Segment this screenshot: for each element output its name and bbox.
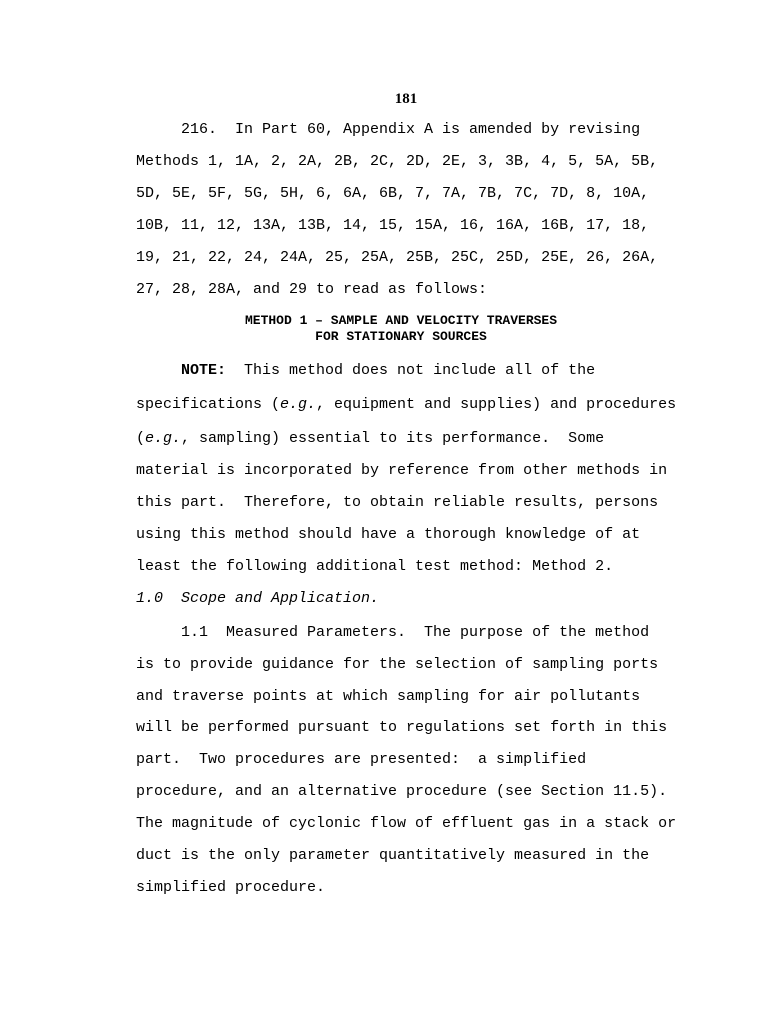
method-heading-line-2: FOR STATIONARY SOURCES: [315, 329, 487, 344]
section-line: will be performed pursuant to regulations set forth in this: [136, 719, 668, 736]
section-line: is to provide guidance for the selection of sampling ports: [136, 656, 659, 673]
section-heading: 1.0 Scope and Application.: [136, 590, 380, 607]
intro-line: 5D, 5E, 5F, 5G, 5H, 6, 6A, 6B, 7, 7A, 7B, 7C, 7D, 8, 10A,: [136, 185, 650, 202]
note-eg: e.g.: [145, 430, 182, 447]
note-text: This method does not include all of the: [226, 362, 596, 379]
section-line: and traverse points at which sampling for air pollutants: [136, 688, 641, 705]
note-text: (: [136, 430, 146, 447]
section-line: The magnitude of cyclonic flow of effluent gas in a stack or: [136, 815, 677, 832]
note-text: , sampling) essential to its performance. Some: [181, 430, 605, 447]
note-eg: e.g.: [280, 396, 317, 413]
section-line: procedure, and an alternative procedure (see Section 11.5).: [136, 783, 668, 800]
note-line: using this method should have a thorough knowledge of at: [136, 526, 641, 543]
section-line: simplified procedure.: [136, 879, 326, 896]
page-number: 181: [394, 91, 418, 107]
note-text: specifications (: [136, 396, 281, 413]
note-line: material is incorporated by reference from other methods in: [136, 462, 668, 479]
section-line: duct is the only parameter quantitatively measured in the: [136, 847, 650, 864]
intro-line: Methods 1, 1A, 2, 2A, 2B, 2C, 2D, 2E, 3, 3B, 4, 5, 5A, 5B,: [136, 153, 659, 170]
method-heading-line-1: METHOD 1 – SAMPLE AND VELOCITY TRAVERSES: [244, 313, 558, 328]
intro-line: 19, 21, 22, 24, 24A, 25, 25A, 25B, 25C, 25D, 25E, 26, 26A,: [136, 249, 659, 266]
note-line: [136, 361, 595, 381]
note-line: this part. Therefore, to obtain reliable results, persons: [136, 494, 659, 511]
section-line: part. Two procedures are presented: a simplified: [136, 751, 587, 768]
note-line: [136, 395, 676, 415]
intro-line: 216. In Part 60, Appendix A is amended by revising: [136, 121, 641, 138]
intro-line: 27, 28, 28A, and 29 to read as follows:: [136, 281, 488, 298]
note-indent: [136, 362, 181, 379]
note-label: NOTE:: [181, 362, 227, 379]
intro-line: 10B, 11, 12, 13A, 13B, 14, 15, 15A, 16, 16A, 16B, 17, 18,: [136, 217, 650, 234]
note-line: least the following additional test method: Method 2.: [136, 558, 614, 575]
note-line: [136, 429, 604, 449]
section-line: 1.1 Measured Parameters. The purpose of the method: [136, 624, 650, 641]
note-text: , equipment and supplies) and procedures: [316, 396, 677, 413]
